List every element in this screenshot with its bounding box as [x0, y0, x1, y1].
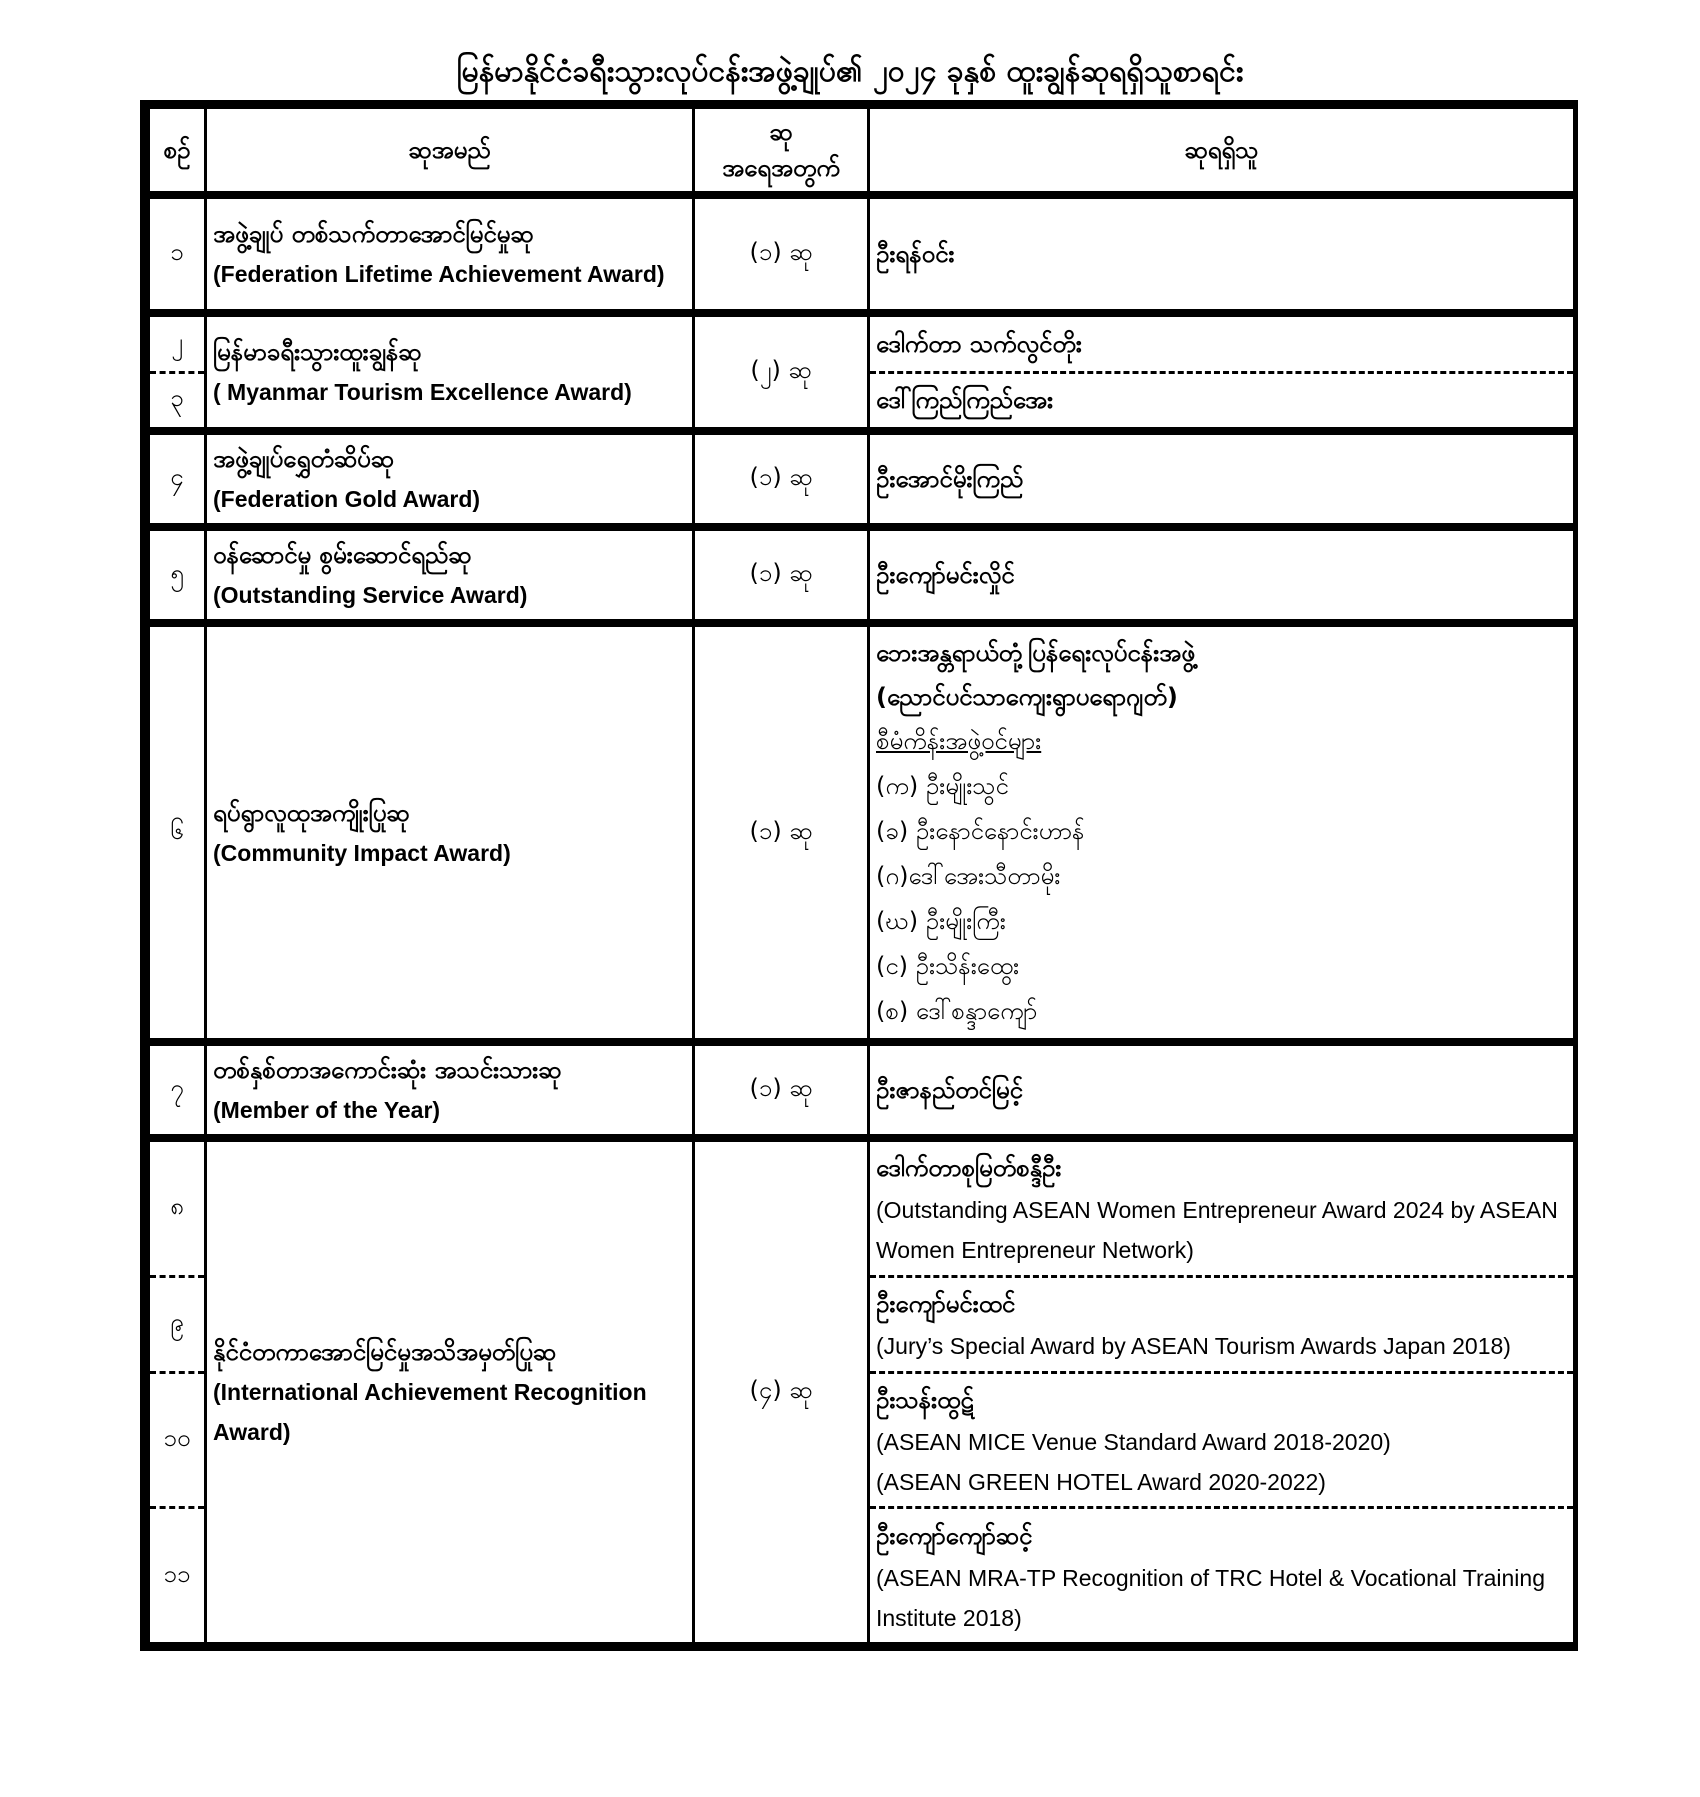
table-row — [150, 1142, 1573, 1642]
winner-name: ဦးကျော်မင်းထင် — [876, 1290, 1016, 1319]
winner-name: ဦးရန်ဝင်း — [876, 240, 955, 268]
group-member: (ဃ) ဦးမျိုးကြီး — [876, 907, 1006, 935]
header-count-line2: အရေအတွက် — [722, 154, 840, 182]
winner-name: ဒေါက်တာ သက်လွင်တိုး — [876, 329, 1082, 358]
table-row — [150, 1046, 1573, 1142]
award-name-myanmar: နိုင်ငံတကာအောင်မြင်မှုအသိအမှတ်ပြုဆု — [213, 1338, 557, 1366]
award-name-english: (Outstanding Service Award) — [213, 582, 528, 608]
award-count-cell — [695, 531, 870, 619]
award-count: (၁) ဆု — [749, 1074, 813, 1102]
award-count: (၂) ဆု — [750, 356, 812, 384]
award-name-cell — [207, 435, 695, 523]
award-count: (၄) ဆု — [749, 1376, 813, 1404]
award-name-myanmar: ရပ်ရွာလူထုအကျိုးပြုဆု — [213, 798, 410, 827]
row-number: ၁၁ — [150, 1506, 204, 1642]
group-member: (င) ဦးသိန်းထွေး — [876, 952, 1020, 980]
winner-cell — [870, 435, 1573, 523]
award-name-myanmar: ဝန်ဆောင်မှု စွမ်းဆောင်ရည်ဆု — [213, 541, 472, 569]
award-count-cell — [695, 1046, 870, 1134]
table-row — [150, 531, 1573, 627]
header-count-line1: ဆု — [769, 118, 793, 146]
award-count-cell — [695, 199, 870, 309]
winner-name: ဒေါက်တာစုမြတ်စန္ဒီဦး — [876, 1154, 1062, 1183]
row-number: ၉ — [150, 1275, 204, 1371]
header-no-label: စဉ် — [163, 136, 191, 164]
header-winner-label: ဆုရရှိသူ — [1184, 136, 1259, 164]
award-name-myanmar: အဖွဲ့ချုပ် တစ်သက်တာအောင်မြင်မှုဆု — [213, 220, 534, 248]
award-name-cell — [207, 627, 695, 1038]
winner-award-note: (Outstanding ASEAN Women Entrepreneur Award 2024 by ASEAN Women Entrepreneur Network) — [876, 1197, 1558, 1264]
row-number-cell — [150, 199, 207, 309]
award-name-myanmar: တစ်နှစ်တာအကောင်းဆုံး အသင်းသားဆု — [213, 1056, 562, 1084]
award-count: (၁) ဆု — [749, 238, 813, 266]
group-member: (စ) ဒေါ်စန္ဒာကျော် — [876, 997, 1038, 1025]
winner-cell — [870, 627, 1573, 1038]
winner-group — [870, 627, 1573, 1038]
winner-name: ဦးသန်းထွဋ် — [876, 1385, 974, 1414]
row-number-cell — [150, 317, 207, 427]
winner-name: ဒေါ်ကြည်ကြည်အေး — [876, 386, 1054, 415]
winner-award-note: (Jury’s Special Award by ASEAN Tourism Awards Japan 2018) — [876, 1333, 1511, 1360]
row-number: ၁ — [170, 238, 184, 266]
row-number: ၁၀ — [150, 1371, 204, 1507]
award-count: (၁) ဆု — [749, 816, 813, 845]
table-header-row — [150, 109, 1573, 199]
header-award-name — [207, 109, 695, 191]
row-number-cell — [150, 1046, 207, 1134]
winner-entry — [870, 1506, 1573, 1642]
winner-cell — [870, 1142, 1573, 1642]
row-number-cell — [150, 531, 207, 619]
row-number: ၈ — [170, 1192, 184, 1221]
winner-name: ဦးကျော်ကျော်ဆင့် — [876, 1521, 1033, 1550]
award-name-cell — [207, 317, 695, 427]
table-row — [150, 627, 1573, 1046]
winner-entry — [870, 199, 1573, 309]
award-name-cell — [207, 199, 695, 309]
winner-award-note: (ASEAN GREEN HOTEL Award 2020-2022) — [876, 1468, 1326, 1495]
group-organization: ဘေးအန္တရာယ်တုံ့ပြန်ရေးလုပ်ငန်းအဖွဲ့ — [876, 639, 1195, 667]
header-count — [695, 109, 870, 191]
award-name-english: (Community Impact Award) — [213, 839, 511, 866]
award-name-cell — [207, 1142, 695, 1642]
row-number-cell — [150, 1142, 207, 1642]
winner-cell — [870, 199, 1573, 309]
award-count: (၁) ဆု — [749, 559, 813, 587]
winner-entry — [870, 371, 1573, 428]
winner-award-note: (ASEAN MICE Venue Standard Award 2018-2020) — [876, 1428, 1391, 1455]
winner-entry — [870, 317, 1573, 371]
winner-name: ဦးကျော်မင်းလှိုင် — [876, 561, 1015, 589]
row-number: ၇ — [170, 1074, 184, 1102]
table-row — [150, 435, 1573, 531]
group-members-heading: စီမံကိန်းအဖွဲ့ဝင်များ — [876, 727, 1042, 755]
row-number: ၄ — [170, 463, 184, 491]
table-row — [150, 317, 1573, 435]
award-name-english: ( Myanmar Tourism Excellence Award) — [213, 379, 632, 405]
header-award-name-label: ဆုအမည် — [408, 136, 491, 164]
winner-award-note: (ASEAN MRA-TP Recognition of TRC Hotel & Vocational Training Institute 2018) — [876, 1564, 1545, 1631]
winner-name: ဦးဇာနည်တင်မြင့် — [876, 1076, 1023, 1104]
winner-entry — [870, 531, 1573, 619]
award-count-cell — [695, 1142, 870, 1642]
winner-entry — [870, 1046, 1573, 1134]
award-name-english: (Federation Lifetime Achievement Award) — [213, 261, 665, 287]
winner-cell — [870, 531, 1573, 619]
award-count-cell — [695, 435, 870, 523]
award-name-english: (Member of the Year) — [213, 1097, 441, 1123]
award-name-cell — [207, 1046, 695, 1134]
award-count: (၁) ဆု — [749, 463, 813, 491]
winner-cell — [870, 1046, 1573, 1134]
table-row — [150, 199, 1573, 317]
row-number: ၂ — [171, 327, 183, 356]
winner-entry — [870, 1275, 1573, 1371]
winner-entry — [870, 1142, 1573, 1275]
award-count-cell — [695, 317, 870, 427]
award-name-english: (International Achievement Recognition Award) — [213, 1379, 647, 1445]
winner-cell — [870, 317, 1573, 427]
winner-name: ဦးအောင်မိုးကြည် — [876, 465, 1024, 493]
awards-table — [140, 100, 1578, 1651]
header-no — [150, 109, 207, 191]
group-member: (ခ) ဦးနောင်နောင်းဟာန် — [876, 817, 1085, 845]
row-number: ၆ — [170, 816, 184, 845]
award-name-english: (Federation Gold Award) — [213, 486, 481, 512]
winner-entry — [870, 435, 1573, 523]
row-number-cell — [150, 435, 207, 523]
award-name-cell — [207, 531, 695, 619]
row-number: ၅ — [170, 559, 184, 587]
row-number: ၃ — [150, 371, 204, 428]
header-winner — [870, 109, 1573, 191]
document-title: မြန်မာနိုင်ငံခရီးသွားလုပ်ငန်းအဖွဲ့ချုပ်၏ ၂၀၂၄ ခုနှစ် ထူးချွန်ဆုရရှိသူစာရင်း — [456, 54, 1244, 89]
group-organization-sub: (ညောင်ပင်သာကျေးရွာပရောဂျတ်) — [876, 683, 1178, 711]
award-name-myanmar: အဖွဲ့ချုပ်ရွှေတံဆိပ်ဆု — [213, 445, 394, 473]
group-member: (ဂ)ဒေါ်အေးသီတာမိုး — [876, 862, 1061, 890]
award-name-myanmar: မြန်မာခရီးသွားထူးချွန်ဆု — [213, 338, 422, 366]
award-count-cell — [695, 627, 870, 1038]
row-number-cell — [150, 627, 207, 1038]
winner-entry — [870, 1371, 1573, 1507]
group-member: (က) ဦးမျိုးသွင် — [876, 772, 1009, 800]
